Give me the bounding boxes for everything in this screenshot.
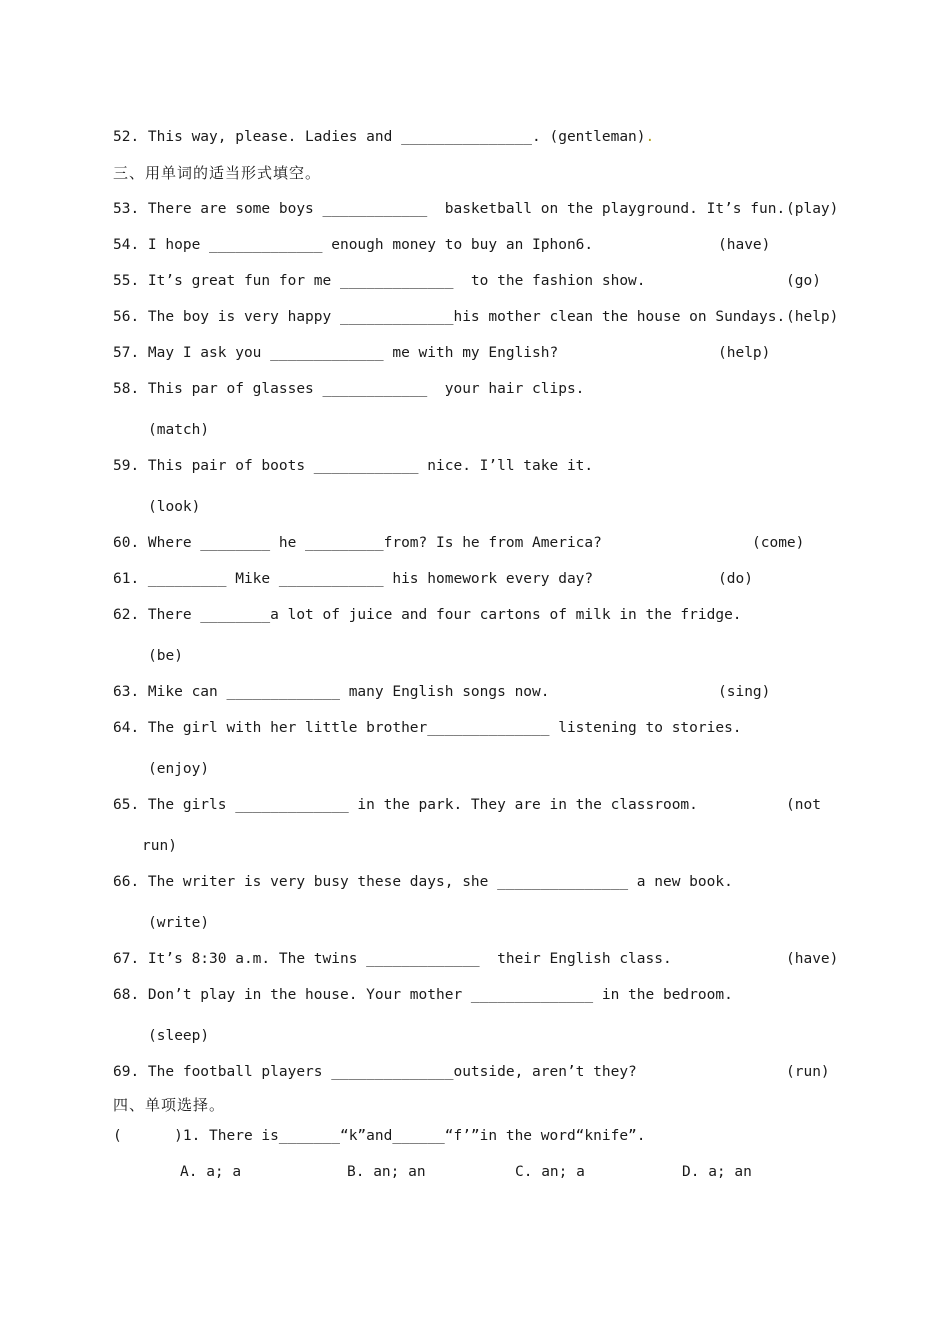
question-65-hint: (not (786, 797, 821, 813)
question-58-hint: (match) (148, 422, 210, 438)
question-60: 60. Where ________ he _________from? Is he from America? (113, 535, 602, 551)
question-67-hint: (have) (786, 951, 839, 967)
mc-question-1: ( )1. There is_______“k”and______“f’”in the word“knife”. (113, 1128, 646, 1144)
mc-option-d: D. a; an (682, 1164, 752, 1180)
question-55: 55. It’s great fun for me _____________ to the fashion show. (113, 273, 646, 289)
question-56-hint: (help) (786, 309, 839, 325)
question-53: 53. There are some boys ____________ basketball on the playground. It’s fun. (113, 201, 786, 217)
question-66-hint: (write) (148, 915, 210, 931)
mc-option-a: A. a; a (180, 1164, 242, 1180)
question-69-hint: (run) (786, 1064, 830, 1080)
question-57-hint: (help) (718, 345, 771, 361)
question-59-hint: (look) (148, 499, 201, 515)
question-54: 54. I hope _____________ enough money to buy an Iphon6. (113, 237, 594, 253)
mc-option-b: B. an; an (347, 1164, 426, 1180)
question-68-hint: (sleep) (148, 1028, 210, 1044)
mc-option-c: C. an; a (515, 1164, 585, 1180)
question-53-hint: (play) (786, 201, 839, 217)
question-64: 64. The girl with her little brother______________ listening to stories. (113, 720, 742, 736)
question-61: 61. _________ Mike ____________ his homework every day? (113, 571, 594, 587)
question-52: 52. This way, please. Ladies and _______________. (gentleman). (113, 129, 655, 145)
question-62: 62. There ________a lot of juice and four cartons of milk in the fridge. (113, 607, 742, 623)
section-3-heading: 三、用单词的适当形式填空。 (113, 164, 322, 182)
question-68: 68. Don’t play in the house. Your mother ______________ in the bedroom. (113, 987, 733, 1003)
question-66: 66. The writer is very busy these days, she _______________ a new book. (113, 874, 733, 890)
question-58: 58. This par of glasses ____________ your hair clips. (113, 381, 585, 397)
question-55-hint: (go) (786, 273, 821, 289)
question-65: 65. The girls _____________ in the park. They are in the classroom. (113, 797, 698, 813)
question-67: 67. It’s 8:30 a.m. The twins _____________ their English class. (113, 951, 672, 967)
highlight-dot: . (645, 129, 655, 145)
section-4-heading: 四、单项选择。 (113, 1096, 226, 1114)
question-59: 59. This pair of boots ____________ nice. I’ll take it. (113, 458, 594, 474)
question-63-hint: (sing) (718, 684, 771, 700)
question-60-hint: (come) (752, 535, 805, 551)
question-69: 69. The football players ______________outside, aren’t they? (113, 1064, 637, 1080)
question-65-hint-cont: run) (142, 838, 177, 854)
question-57: 57. May I ask you _____________ me with my English? (113, 345, 559, 361)
question-64-hint: (enjoy) (148, 761, 210, 777)
question-63: 63. Mike can _____________ many English songs now. (113, 684, 550, 700)
question-54-hint: (have) (718, 237, 771, 253)
question-61-hint: (do) (718, 571, 753, 587)
question-62-hint: (be) (148, 648, 183, 664)
question-56: 56. The boy is very happy _____________his mother clean the house on Sundays. (113, 309, 786, 325)
